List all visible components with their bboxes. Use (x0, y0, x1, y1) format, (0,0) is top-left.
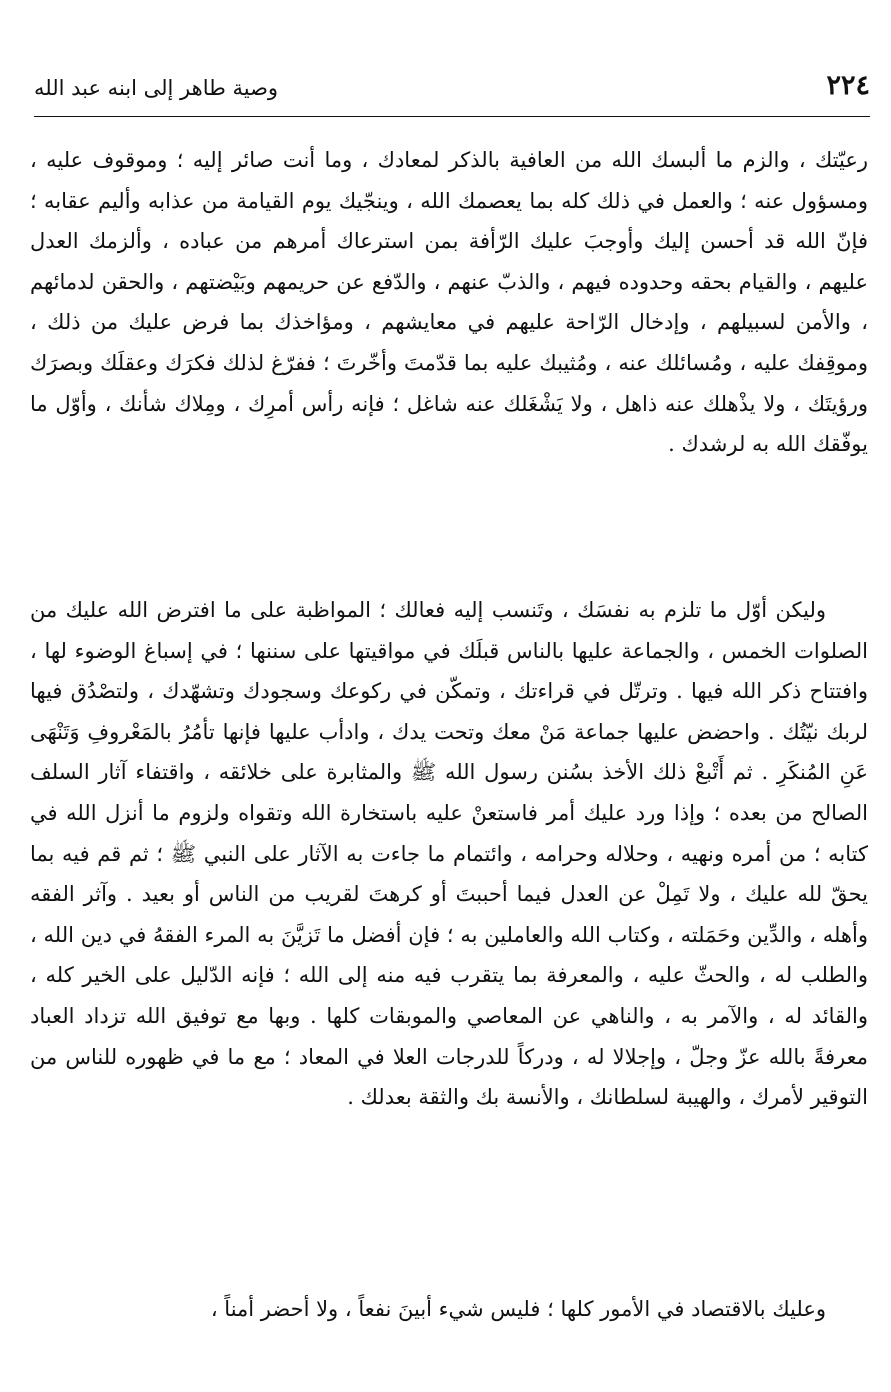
paragraph-1: رعيّتك ، والزم ما ألبسك الله من العافية بالذكر لمعادك ، وما أنت صائر إليه ؛ وموقوف عليه ، ومسؤول عنه ؛ والعمل في ذلك كله بما يعصمك الله ، وينجّيك يوم القيامة من عذابه وأليم عقابه ؛ فإنّ الله قد أحسن إليك وأوجبَ عليك الرّأفة بمن استرعاك أمرهم من عباده ، وألزمك العدل عليهم ، والقيام بحقه وحدوده فيهم ، والذبّ عنهم ، والدّفع عن حريمهم وبَيْضتهم ، والحقن لدمائهم ، والأمن لسبيلهم ، وإدخال الرّاحة عليهم في معايشهم ، ومؤاخذك بما فرض عليك من ذلك ، وموقِفك عليه ، ومُسائلك عنه ، ومُثيبك عليه بما قدّمتَ وأخّرتَ ؛ ففرّغ لذلك فكرَك وعقلَك وبصرَك ورؤيتَك ، ولا يذْهلك عنه ذاهل ، ولا يَشْغَلك عنه شاغل ؛ فإنه رأس أمرِك ، ومِلاك شأنك ، وأوّل ما يوفّقك الله به لرشدك . (30, 148, 868, 457)
paragraph-2: وليكن أوّل ما تلزم به نفسَك ، وتَنسب إليه فعالك ؛ المواظبة على ما افترض الله عليك من الصلوات الخمس ، والجماعة عليها بالناس قبلَك في مواقيتها على سننها ؛ في إسباغ الوضوء لها ، وافتتاح ذكر الله فيها . وترتّل في قراءتك ، وتمكّن في ركوعك وسجودك وتشهّدك ، ولتصْدُق فيها لربك نيّتُك . واحضض عليها جماعة مَنْ معك وتحت يدك ، وادأب عليها فإنها تأمُرُ بالمَعْروفِ وَتَنْهَى عَنِ المُنكَرِ . ثم أَتْبعْ ذلك الأخذ بسُنن رسول الله ﷺ والمثابرة على خلائقه ، واقتفاء آثار السلف الصالح من بعده ؛ وإذا ورد عليك أمر فاستعنْ عليه باستخارة الله وتقواه ولزوم ما أنزل الله في كتابه ؛ من أمره ونهيه ، وحلاله وحرامه ، وائتمام ما جاءت به الآثار على النبي ﷺ ؛ ثم قم فيه بما يحقّ لله عليك ، ولا تَمِلْ عن العدل فيما أحببتَ أو كرهتَ لقريب من الناس أو بعيد . وآثر الفقه وأهله ، والدِّين وحَمَلته ، وكتاب الله والعاملين به ؛ فإن أفضل ما تَزيَّنَ به المرء الفقهُ في دين الله ، والطلب له ، والحثّ عليه ، والمعرفة بما يتقرب فيه منه إلى الله ؛ فإنه الدّليل على الخير كله ، والقائد له ، والآمر به ، والناهي عن المعاصي والموبقات كلها . وبها مع توفيق الله تزداد العباد معرفةً بالله عزّ وجلّ ، وإجلالا له ، ودركاً للدرجات العلا في المعاد ؛ مع ما في ظهوره للناس من التوقير لأمرك ، والهيبة لسلطانك ، والأنسة بك والثقة بعدلك . (30, 598, 868, 1110)
paragraph-3: وعليك بالاقتصاد في الأمور كلها ؛ فليس شيء أبينَ نفعاً ، ولا أحضر أمناً ، (210, 1297, 826, 1321)
page-number: ٢٢٤ (826, 70, 870, 101)
header-divider (34, 116, 870, 117)
running-title: وصية طاهر إلى ابنه عبد الله (34, 76, 279, 100)
running-header (34, 70, 870, 114)
